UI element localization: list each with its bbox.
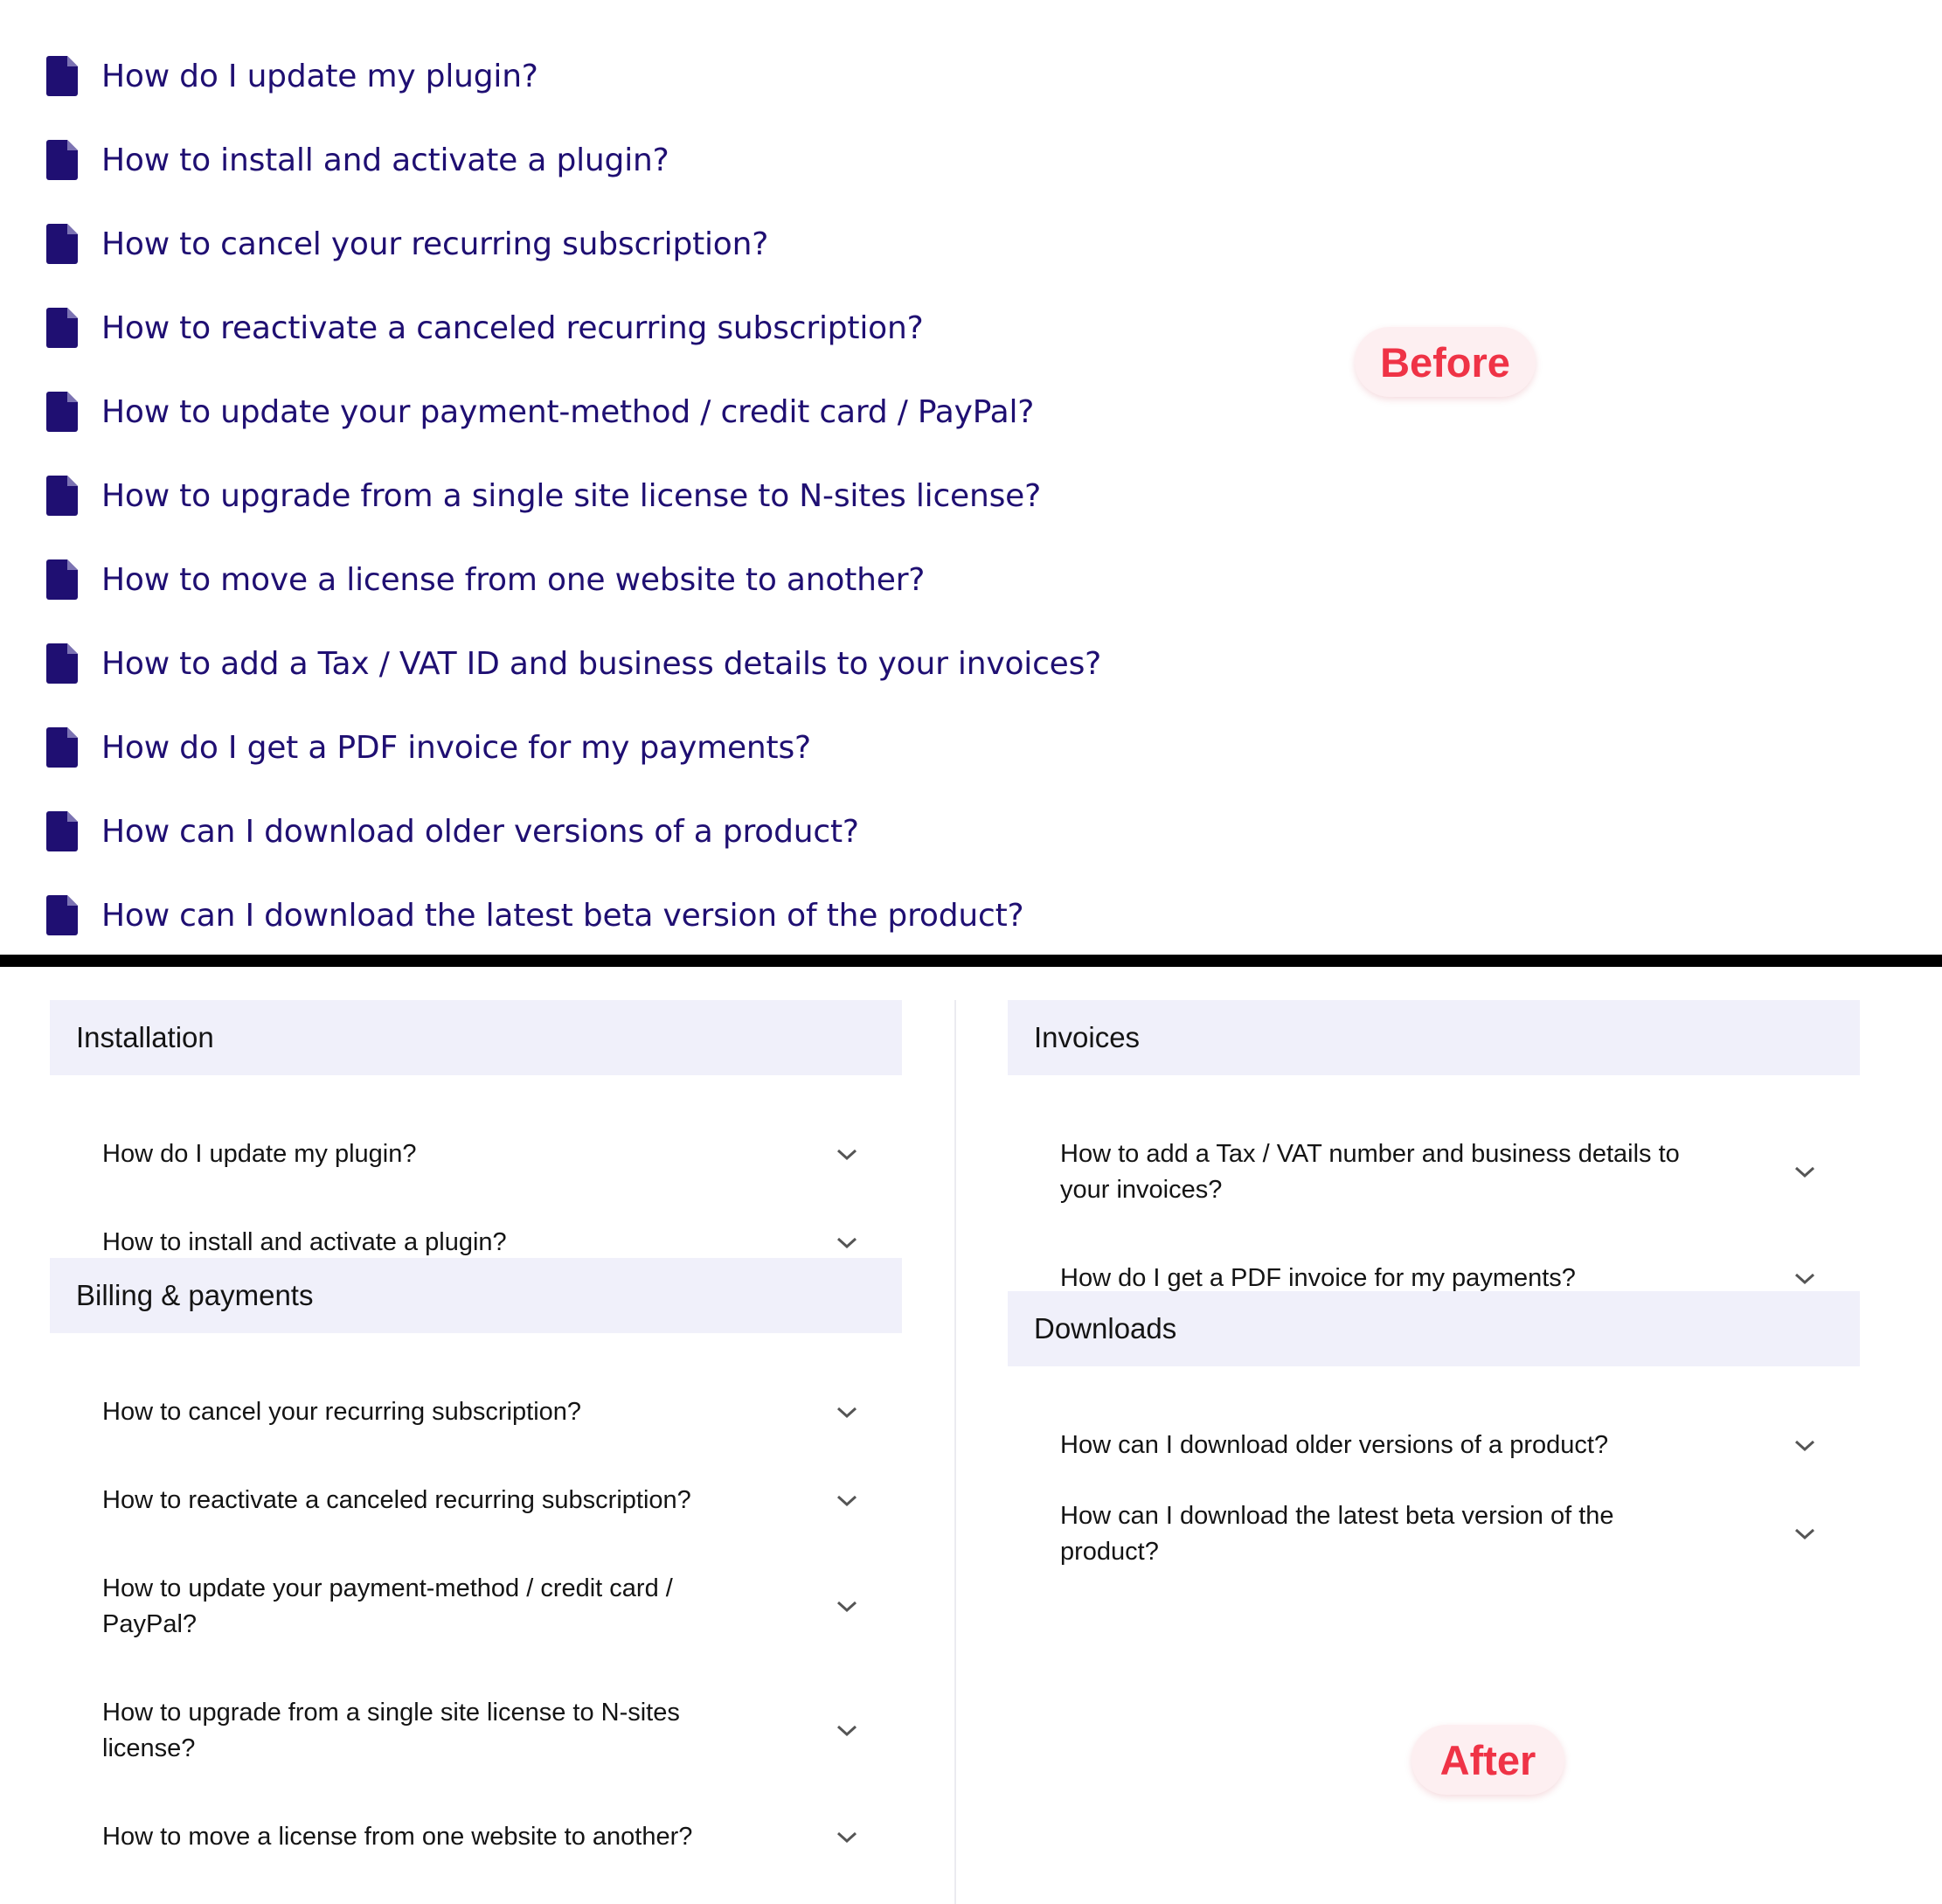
document-icon xyxy=(46,476,78,516)
after-badge: After xyxy=(1411,1725,1564,1795)
section-heading-invoices: Invoices xyxy=(1008,1000,1860,1075)
section-divider xyxy=(0,955,1942,967)
faq-question: How to install and activate a plugin? xyxy=(102,1228,507,1256)
faq-item[interactable] xyxy=(1008,1110,1860,1234)
chevron-down-icon[interactable] xyxy=(836,1148,858,1162)
article-link[interactable]: How to update your payment-method / credit card / PayPal? xyxy=(101,393,1035,430)
article-item xyxy=(46,469,1041,522)
article-item xyxy=(46,889,1023,942)
faq-question: How to upgrade from a single site license to N-sites license? xyxy=(102,1699,680,1762)
faq-item[interactable] xyxy=(50,1545,902,1669)
article-item xyxy=(46,553,925,606)
article-item xyxy=(46,50,538,102)
faq-item[interactable] xyxy=(50,1793,902,1881)
chevron-down-icon[interactable] xyxy=(836,1236,858,1250)
article-link[interactable]: How do I get a PDF invoice for my payments? xyxy=(101,729,811,766)
document-icon xyxy=(46,895,78,935)
article-link[interactable]: How to upgrade from a single site license to N-sites license? xyxy=(101,477,1042,514)
column-divider xyxy=(954,1000,956,1904)
faq-item[interactable] xyxy=(1008,1490,1860,1578)
faq-column-left xyxy=(50,1000,902,1881)
article-link[interactable]: How to reactivate a canceled recurring subscription? xyxy=(101,309,924,346)
document-icon xyxy=(46,308,78,348)
chevron-down-icon[interactable] xyxy=(836,1494,858,1508)
faq-item[interactable] xyxy=(50,1110,902,1199)
before-badge: Before xyxy=(1355,327,1536,397)
faq-question: How do I update my plugin? xyxy=(102,1140,417,1168)
faq-question: How to move a license from one website to another? xyxy=(102,1823,693,1851)
article-item xyxy=(46,805,859,858)
faq-question: How to cancel your recurring subscription? xyxy=(102,1398,582,1426)
faq-item[interactable] xyxy=(50,1669,902,1793)
document-icon xyxy=(46,643,78,684)
faq-question: How can I download older versions of a product? xyxy=(1060,1431,1609,1459)
article-item xyxy=(46,218,768,270)
document-icon xyxy=(46,224,78,264)
document-icon xyxy=(46,140,78,180)
chevron-down-icon[interactable] xyxy=(1793,1165,1816,1179)
document-icon xyxy=(46,727,78,768)
article-link[interactable]: How to install and activate a plugin? xyxy=(101,142,669,178)
article-item xyxy=(46,386,1034,438)
chevron-down-icon[interactable] xyxy=(1793,1439,1816,1453)
faq-item[interactable] xyxy=(50,1368,902,1456)
faq-question: How to update your payment-method / credit card / PayPal? xyxy=(102,1574,673,1638)
faq-question: How to add a Tax / VAT number and business details to your invoices? xyxy=(1060,1140,1680,1204)
section-heading-downloads: Downloads xyxy=(1008,1291,1860,1366)
section-heading-billing: Billing & payments xyxy=(50,1258,902,1333)
chevron-down-icon[interactable] xyxy=(836,1831,858,1845)
after-panel xyxy=(0,967,1942,1904)
faq-question: How can I download the latest beta version of the product? xyxy=(1060,1501,1614,1566)
article-item xyxy=(46,302,923,354)
article-link[interactable]: How to cancel your recurring subscription? xyxy=(101,226,769,262)
faq-item[interactable] xyxy=(1008,1401,1860,1490)
article-link[interactable]: How to move a license from one website to another? xyxy=(101,561,926,598)
article-link[interactable]: How do I update my plugin? xyxy=(101,58,538,94)
faq-question: How to reactivate a canceled recurring subscription? xyxy=(102,1486,691,1514)
faq-item[interactable] xyxy=(50,1456,902,1545)
article-link[interactable]: How to add a Tax / VAT ID and business details to your invoices? xyxy=(101,645,1102,682)
faq-column-right xyxy=(1008,1000,1860,1578)
document-icon xyxy=(46,811,78,851)
article-item xyxy=(46,721,811,774)
chevron-down-icon[interactable] xyxy=(836,1724,858,1738)
chevron-down-icon[interactable] xyxy=(836,1406,858,1420)
document-icon xyxy=(46,559,78,600)
article-item xyxy=(46,637,1101,690)
chevron-down-icon[interactable] xyxy=(1793,1527,1816,1541)
section-heading-installation: Installation xyxy=(50,1000,902,1075)
document-icon xyxy=(46,392,78,432)
chevron-down-icon[interactable] xyxy=(836,1600,858,1614)
document-icon xyxy=(46,56,78,96)
article-link[interactable]: How can I download older versions of a product? xyxy=(101,813,859,850)
chevron-down-icon[interactable] xyxy=(1793,1272,1816,1286)
article-item xyxy=(46,134,669,186)
faq-question: How do I get a PDF invoice for my payments? xyxy=(1060,1264,1576,1292)
article-link[interactable]: How can I download the latest beta version of the product? xyxy=(101,897,1024,934)
